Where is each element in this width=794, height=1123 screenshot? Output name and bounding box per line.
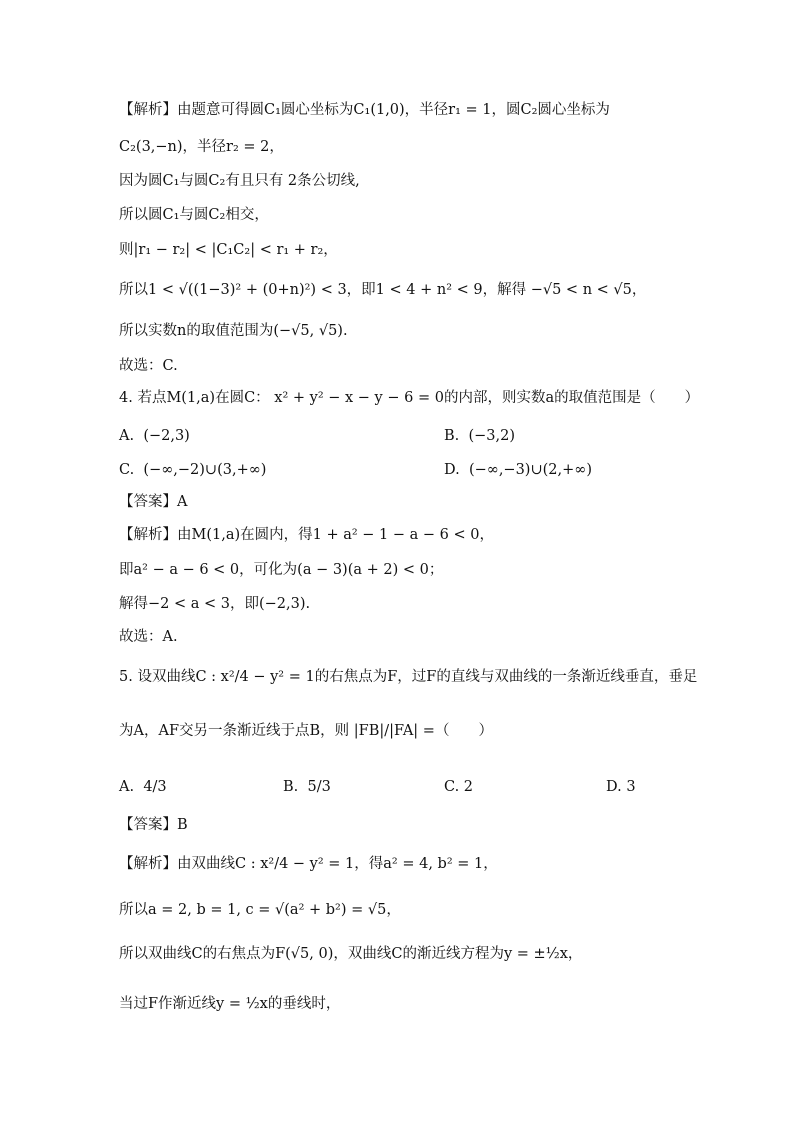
- q4-option-d: D. (−∞,−3)∪(2,+∞): [444, 462, 592, 478]
- q4-analysis-4: 故选：A.: [119, 629, 178, 645]
- q4-option-b: B. (−3,2): [444, 428, 516, 444]
- answer-choice-line: 故选：C.: [119, 358, 178, 374]
- q4-option-c: C. (−∞,−2)∪(3,+∞): [119, 462, 267, 478]
- q4-analysis-2: 即a² − a − 6 < 0，可化为(a − 3)(a + 2) < 0；: [119, 562, 444, 578]
- q5-analysis-3: 所以双曲线C的右焦点为F(√5, 0)，双曲线C的渐近线方程为y = ±½x，: [119, 946, 583, 962]
- q5-analysis-4: 当过F作渐近线y = ½x的垂线时，: [119, 996, 341, 1012]
- question-5: 5. 设双曲线C : x²/4 − y² = 1的右焦点为F，过F的直线与双曲线的一条渐近线垂直，垂足: [119, 669, 698, 685]
- analysis-line-2: C₂(3,−n)，半径r₂ = 2，: [119, 139, 284, 155]
- q5-analysis-2: 所以a = 2, b = 1, c = √(a² + b²) = √5，: [119, 902, 401, 918]
- q5-option-b: B. 5/3: [283, 779, 331, 795]
- question-4: 4. 若点M(1,a)在圆C： x² + y² − x − y − 6 = 0的内部，则实数a的取值范围是（ ）: [119, 390, 700, 406]
- analysis-line-6: 所以1 < √((1−3)² + (0+n)²) < 3，即1 < 4 + n² < 9，解得 −√5 < n < √5，: [119, 282, 647, 298]
- q4-option-a: A. (−2,3): [119, 428, 190, 444]
- analysis-line-1: 【解析】由题意可得圆C₁圆心坐标为C₁(1,0)，半径r₁ = 1，圆C₂圆心坐标为: [119, 102, 610, 118]
- q5-option-d: D. 3: [606, 779, 636, 795]
- q5-answer: 【答案】B: [119, 817, 188, 833]
- analysis-line-5: 则|r₁ − r₂| < |C₁C₂| < r₁ + r₂，: [119, 242, 338, 258]
- q4-analysis-3: 解得−2 < a < 3，即(−2,3).: [119, 596, 311, 612]
- analysis-line-7: 所以实数n的取值范围为(−√5, √5).: [119, 323, 348, 339]
- analysis-line-4: 所以圆C₁与圆C₂相交，: [119, 207, 269, 223]
- q4-answer: 【答案】A: [119, 494, 188, 510]
- analysis-line-3: 因为圆C₁与圆C₂有且只有 2条公切线,: [119, 173, 360, 189]
- q5-option-c: C. 2: [444, 779, 474, 795]
- question-5-cont: 为A，AF交另一条渐近线于点B，则 |FB|/|FA| =（ ）: [119, 723, 493, 739]
- q4-analysis-1: 【解析】由M(1,a)在圆内，得1 + a² − 1 − a − 6 < 0，: [119, 527, 494, 543]
- q5-option-a: A. 4/3: [119, 779, 167, 795]
- q5-analysis-1: 【解析】由双曲线C : x²/4 − y² = 1，得a² = 4, b² = 1，: [119, 856, 498, 872]
